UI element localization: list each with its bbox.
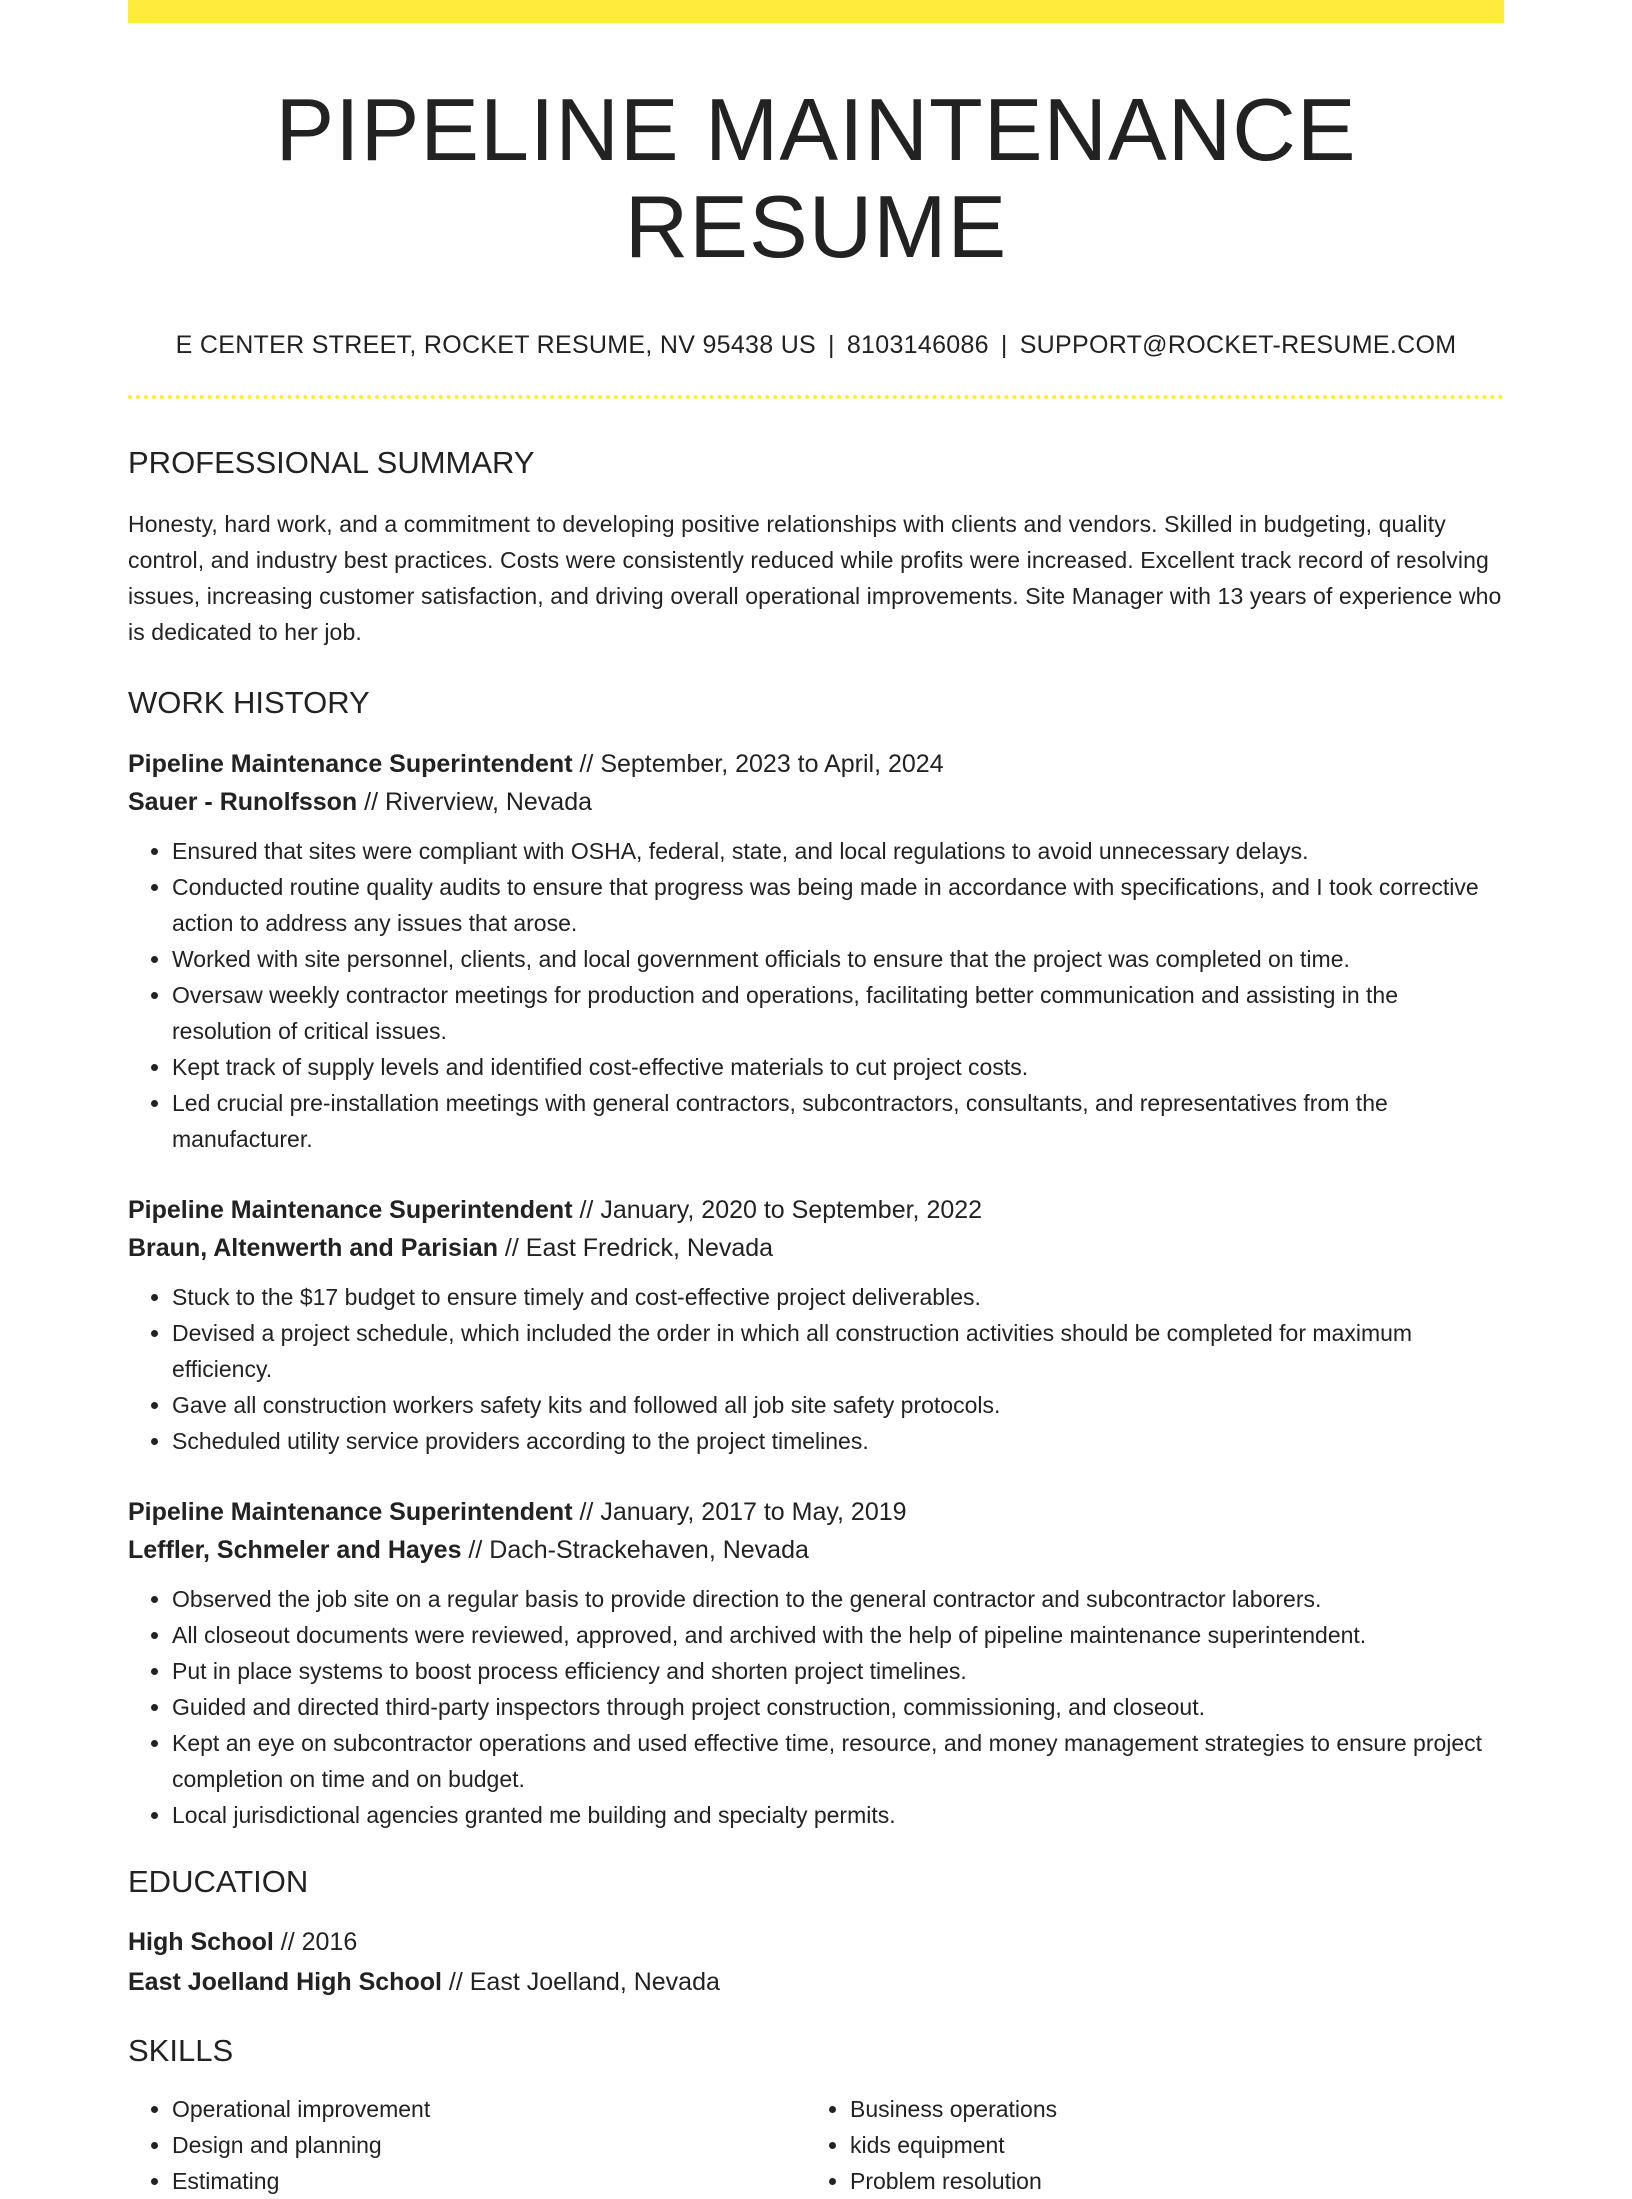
section-title-skills: SKILLS	[128, 2033, 234, 2069]
job-entry	[128, 1493, 1504, 1833]
job-company-line	[128, 1229, 1504, 1267]
job-location: // Dach-Strackehaven, Nevada	[461, 1535, 809, 1564]
job-entry	[128, 745, 1504, 1157]
education-school-line	[128, 1962, 1504, 2002]
job-location: // Riverview, Nevada	[357, 787, 593, 816]
list-item: • Conducted routine quality audits to ensure that progress was being made in accordance with specifications, and I took corrective action to address any issues that arose.	[172, 869, 1504, 941]
section-title-work-history: WORK HISTORY	[128, 684, 370, 720]
dotted-divider	[128, 395, 1504, 399]
education-location: // East Joelland, Nevada	[441, 1968, 720, 1997]
list-item: • All closeout documents were reviewed, approved, and archived with the help of pipeline maintenance superintendent.	[172, 1617, 1504, 1653]
resume-title: PIPELINE MAINTENANCE RESUME	[275, 80, 1357, 276]
skill-item: • kids equipment	[850, 2127, 1484, 2163]
education-degree: High School	[128, 1928, 274, 1957]
education-entry	[128, 1922, 1504, 2002]
education-school: East Joelland High School	[128, 1968, 442, 1997]
skill-item: • Problem resolution	[850, 2163, 1484, 2199]
job-company-line	[128, 783, 1504, 821]
job-bullets	[128, 1279, 1504, 1459]
resume-page	[128, 0, 1504, 2199]
list-item: • Devised a project schedule, which included the order in which all construction activities should be completed for maximum efficiency.	[172, 1315, 1504, 1387]
list-item: • Led crucial pre-installation meetings with general contractors, subcontractors, consultants, and representatives from the manufacturer.	[172, 1085, 1504, 1157]
list-item: • Oversaw weekly contractor meetings for production and operations, facilitating better communication and assisting in the resolution of critical issues.	[172, 977, 1504, 1049]
list-item: • Local jurisdictional agencies granted me building and specialty permits.	[172, 1797, 1504, 1833]
skill-item: • Business operations	[850, 2091, 1484, 2127]
skill-item: • Design and planning	[172, 2127, 806, 2163]
education-degree-line	[128, 1922, 1504, 1962]
job-bullets	[128, 1581, 1504, 1833]
job-location: // East Fredrick, Nevada	[497, 1233, 774, 1262]
job-position: Pipeline Maintenance Superintendent	[128, 1195, 573, 1224]
list-item: • Kept track of supply levels and identified cost-effective materials to cut project costs.	[172, 1049, 1504, 1085]
list-item: • Kept an eye on subcontractor operations and used effective time, resource, and money management strategies to ensure project completion on time and on budget.	[172, 1725, 1504, 1797]
contact-separator: |	[828, 330, 835, 359]
job-entry	[128, 1191, 1504, 1459]
education-year: // 2016	[273, 1928, 358, 1957]
section-title-summary: PROFESSIONAL SUMMARY	[128, 444, 535, 480]
job-title-line	[128, 1191, 1504, 1229]
job-company: Sauer - Runolfsson	[128, 787, 358, 816]
job-title-line	[128, 745, 1504, 783]
list-item: • Gave all construction workers safety kits and followed all job site safety protocols.	[172, 1387, 1504, 1423]
job-position: Pipeline Maintenance Superintendent	[128, 1497, 573, 1526]
skill-item: • Operational improvement	[172, 2091, 806, 2127]
list-item: • Observed the job site on a regular basis to provide direction to the general contractor and subcontractor laborers.	[172, 1581, 1504, 1617]
address: E CENTER STREET, ROCKET RESUME, NV 95438 US	[175, 330, 817, 359]
job-dates: // January, 2017 to May, 2019	[572, 1497, 907, 1526]
job-dates: // January, 2020 to September, 2022	[572, 1195, 983, 1224]
list-item: • Stuck to the $17 budget to ensure timely and cost-effective project deliverables.	[172, 1279, 1504, 1315]
top-accent-bar	[128, 0, 1504, 23]
section-title-education: EDUCATION	[128, 1863, 309, 1899]
job-company: Leffler, Schmeler and Hayes	[128, 1535, 462, 1564]
job-title-line	[128, 1493, 1504, 1531]
job-dates: // September, 2023 to April, 2024	[572, 749, 944, 778]
list-item: • Ensured that sites were compliant with OSHA, federal, state, and local regulations to avoid unnecessary delays.	[172, 833, 1504, 869]
email: SUPPORT@ROCKET-RESUME.COM	[1019, 330, 1457, 359]
job-company-line	[128, 1531, 1504, 1569]
phone: 8103146086	[846, 330, 989, 359]
job-company: Braun, Altenwerth and Parisian	[128, 1233, 498, 1262]
contact-separator: |	[1000, 330, 1008, 359]
job-bullets	[128, 833, 1504, 1157]
skill-item: • Estimating	[172, 2163, 806, 2199]
list-item: • Worked with site personnel, clients, and local government officials to ensure that the project was completed on time.	[172, 941, 1504, 977]
list-item: • Guided and directed third-party inspectors through project construction, commissioning, and closeout.	[172, 1689, 1504, 1725]
list-item: • Scheduled utility service providers according to the project timelines.	[172, 1423, 1504, 1459]
skills-grid	[128, 2091, 1504, 2199]
summary-text: Honesty, hard work, and a commitment to developing positive relationships with clients and vendors. Skilled in budgeting, quality control, and industry best practices. Costs were consistently reduced while profits were increased. Excellent track record of resolving issues, increasing customer satisfaction, and driving overall operational improvements. Site Manager with 13 years of experience who is dedicated to her job.	[128, 510, 1502, 645]
skills-column-left	[128, 2091, 806, 2199]
list-item: • Put in place systems to boost process efficiency and shorten project timelines.	[172, 1653, 1504, 1689]
job-position: Pipeline Maintenance Superintendent	[128, 749, 573, 778]
skills-column-right	[806, 2091, 1484, 2199]
contact-line	[128, 330, 1504, 360]
